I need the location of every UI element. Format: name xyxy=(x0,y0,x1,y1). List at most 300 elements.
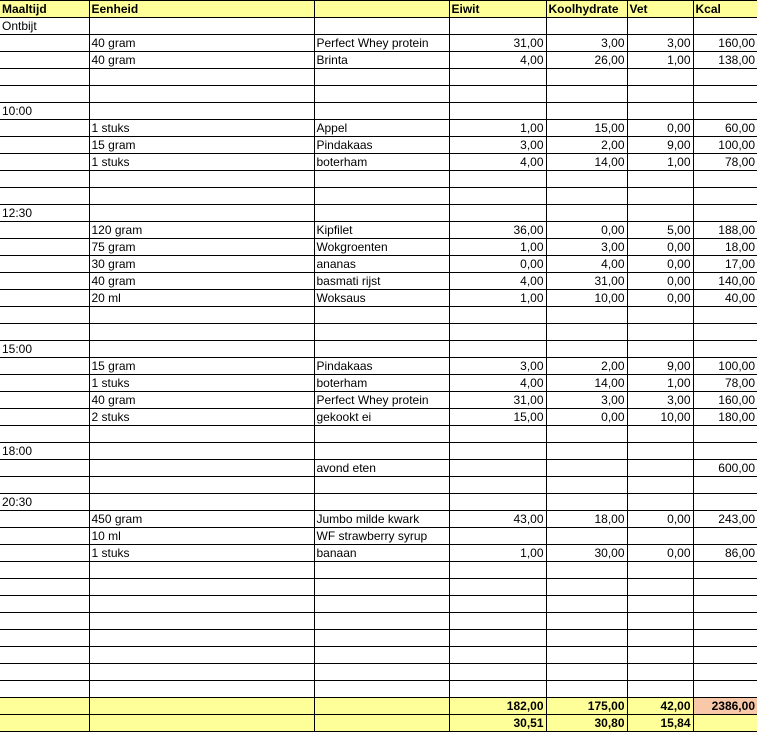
cell[interactable] xyxy=(314,1,449,18)
cell[interactable]: 1,00 xyxy=(449,290,546,307)
cell[interactable] xyxy=(0,154,89,171)
cell[interactable]: 160,00 xyxy=(693,392,757,409)
cell[interactable] xyxy=(0,460,89,477)
cell[interactable]: 2,00 xyxy=(546,358,627,375)
cell[interactable]: Wokgroenten xyxy=(314,239,449,256)
cell[interactable] xyxy=(0,120,89,137)
cell[interactable] xyxy=(314,681,449,698)
cell[interactable]: 2 stuks xyxy=(89,409,314,426)
cell[interactable] xyxy=(89,18,314,35)
cell[interactable] xyxy=(546,596,627,613)
cell[interactable] xyxy=(449,205,546,222)
cell[interactable] xyxy=(627,613,693,630)
cell[interactable] xyxy=(0,256,89,273)
cell[interactable] xyxy=(693,681,757,698)
cell[interactable]: 0,00 xyxy=(546,409,627,426)
cell[interactable] xyxy=(693,69,757,86)
cell[interactable]: 1,00 xyxy=(449,239,546,256)
cell[interactable] xyxy=(693,205,757,222)
cell[interactable] xyxy=(546,579,627,596)
cell[interactable]: 4,00 xyxy=(449,52,546,69)
cell[interactable]: WF strawberry syrup xyxy=(314,528,449,545)
cell[interactable] xyxy=(0,664,89,681)
cell[interactable]: 3,00 xyxy=(546,239,627,256)
cell[interactable]: 30,00 xyxy=(546,545,627,562)
cell[interactable]: 160,00 xyxy=(693,35,757,52)
cell[interactable]: Perfect Whey protein xyxy=(314,392,449,409)
cell[interactable]: 9,00 xyxy=(627,137,693,154)
cell[interactable] xyxy=(449,171,546,188)
cell[interactable]: 0,00 xyxy=(627,290,693,307)
cell[interactable] xyxy=(693,443,757,460)
cell[interactable]: Eiwit xyxy=(449,1,546,18)
cell[interactable]: 3,00 xyxy=(546,392,627,409)
cell[interactable] xyxy=(314,103,449,120)
cell[interactable] xyxy=(0,426,89,443)
cell[interactable]: 15,00 xyxy=(546,120,627,137)
cell[interactable]: 30,80 xyxy=(546,715,627,732)
cell[interactable] xyxy=(314,613,449,630)
cell[interactable] xyxy=(693,494,757,511)
cell[interactable]: 1 stuks xyxy=(89,154,314,171)
cell[interactable] xyxy=(627,494,693,511)
cell[interactable] xyxy=(314,494,449,511)
cell[interactable] xyxy=(449,579,546,596)
cell[interactable] xyxy=(627,69,693,86)
cell[interactable] xyxy=(0,715,89,732)
cell[interactable] xyxy=(314,630,449,647)
cell[interactable] xyxy=(546,426,627,443)
cell[interactable]: 120 gram xyxy=(89,222,314,239)
cell[interactable] xyxy=(89,494,314,511)
cell[interactable]: 18,00 xyxy=(693,239,757,256)
cell[interactable] xyxy=(89,341,314,358)
cell[interactable] xyxy=(449,562,546,579)
cell[interactable]: 0,00 xyxy=(627,256,693,273)
cell[interactable]: 5,00 xyxy=(627,222,693,239)
cell[interactable] xyxy=(546,613,627,630)
cell[interactable]: 78,00 xyxy=(693,375,757,392)
cell[interactable] xyxy=(89,324,314,341)
cell[interactable]: 43,00 xyxy=(449,511,546,528)
cell[interactable]: 138,00 xyxy=(693,52,757,69)
cell[interactable] xyxy=(627,426,693,443)
cell[interactable] xyxy=(627,205,693,222)
cell[interactable] xyxy=(314,205,449,222)
cell[interactable]: 2,00 xyxy=(546,137,627,154)
cell[interactable]: 10 ml xyxy=(89,528,314,545)
cell[interactable] xyxy=(0,630,89,647)
cell[interactable] xyxy=(546,341,627,358)
cell[interactable] xyxy=(627,664,693,681)
cell[interactable]: Woksaus xyxy=(314,290,449,307)
cell[interactable] xyxy=(627,460,693,477)
cell[interactable] xyxy=(449,477,546,494)
cell[interactable]: 75 gram xyxy=(89,239,314,256)
cell[interactable] xyxy=(449,426,546,443)
cell[interactable]: 78,00 xyxy=(693,154,757,171)
cell[interactable] xyxy=(693,579,757,596)
cell[interactable] xyxy=(546,324,627,341)
cell[interactable]: 600,00 xyxy=(693,460,757,477)
cell[interactable] xyxy=(89,562,314,579)
cell[interactable]: ananas xyxy=(314,256,449,273)
cell[interactable]: 9,00 xyxy=(627,358,693,375)
cell[interactable] xyxy=(627,171,693,188)
cell[interactable]: 3,00 xyxy=(627,392,693,409)
cell[interactable] xyxy=(0,307,89,324)
cell[interactable] xyxy=(89,205,314,222)
cell[interactable] xyxy=(546,307,627,324)
cell[interactable]: boterham xyxy=(314,154,449,171)
cell[interactable]: 18,00 xyxy=(546,511,627,528)
cell[interactable] xyxy=(0,69,89,86)
cell[interactable] xyxy=(0,528,89,545)
cell[interactable] xyxy=(0,324,89,341)
cell[interactable] xyxy=(546,171,627,188)
cell[interactable] xyxy=(627,562,693,579)
cell[interactable] xyxy=(0,358,89,375)
cell[interactable]: 1 stuks xyxy=(89,120,314,137)
cell[interactable]: 26,00 xyxy=(546,52,627,69)
cell[interactable] xyxy=(314,188,449,205)
cell[interactable] xyxy=(0,409,89,426)
cell[interactable]: 1 stuks xyxy=(89,375,314,392)
cell[interactable] xyxy=(89,477,314,494)
cell[interactable] xyxy=(627,18,693,35)
cell[interactable] xyxy=(89,647,314,664)
cell[interactable] xyxy=(449,103,546,120)
cell[interactable] xyxy=(693,171,757,188)
cell[interactable] xyxy=(627,528,693,545)
cell[interactable]: basmati rijst xyxy=(314,273,449,290)
cell[interactable] xyxy=(449,18,546,35)
cell[interactable] xyxy=(627,188,693,205)
cell[interactable]: 1,00 xyxy=(449,120,546,137)
cell[interactable]: 0,00 xyxy=(449,256,546,273)
cell[interactable] xyxy=(314,477,449,494)
cell[interactable] xyxy=(693,341,757,358)
cell[interactable]: 31,00 xyxy=(449,35,546,52)
cell[interactable]: Brinta xyxy=(314,52,449,69)
cell[interactable] xyxy=(314,426,449,443)
cell[interactable] xyxy=(314,324,449,341)
cell[interactable]: 10:00 xyxy=(0,103,89,120)
cell[interactable] xyxy=(89,698,314,715)
cell[interactable] xyxy=(546,664,627,681)
cell[interactable] xyxy=(449,494,546,511)
cell[interactable]: 10,00 xyxy=(546,290,627,307)
cell[interactable] xyxy=(449,596,546,613)
cell[interactable]: 1,00 xyxy=(627,52,693,69)
cell[interactable] xyxy=(693,103,757,120)
cell[interactable] xyxy=(449,630,546,647)
cell[interactable] xyxy=(693,715,757,732)
cell[interactable] xyxy=(314,664,449,681)
cell[interactable] xyxy=(89,171,314,188)
cell[interactable] xyxy=(314,171,449,188)
cell[interactable] xyxy=(314,596,449,613)
cell[interactable] xyxy=(627,681,693,698)
cell[interactable]: 0,00 xyxy=(627,239,693,256)
cell[interactable]: 31,00 xyxy=(449,392,546,409)
cell[interactable] xyxy=(546,681,627,698)
cell[interactable] xyxy=(89,86,314,103)
cell[interactable] xyxy=(627,103,693,120)
cell[interactable] xyxy=(0,375,89,392)
cell[interactable]: Kcal xyxy=(693,1,757,18)
cell[interactable] xyxy=(314,579,449,596)
cell[interactable] xyxy=(314,562,449,579)
cell[interactable]: Appel xyxy=(314,120,449,137)
cell[interactable]: boterham xyxy=(314,375,449,392)
cell[interactable]: Maaltijd xyxy=(0,1,89,18)
cell[interactable] xyxy=(0,681,89,698)
cell[interactable] xyxy=(627,579,693,596)
cell[interactable] xyxy=(0,698,89,715)
cell[interactable] xyxy=(693,477,757,494)
cell[interactable]: gekookt ei xyxy=(314,409,449,426)
cell[interactable] xyxy=(89,460,314,477)
cell[interactable]: 15 gram xyxy=(89,358,314,375)
cell[interactable]: 30,51 xyxy=(449,715,546,732)
cell[interactable]: 31,00 xyxy=(546,273,627,290)
cell[interactable] xyxy=(693,613,757,630)
cell[interactable]: 180,00 xyxy=(693,409,757,426)
cell[interactable] xyxy=(0,52,89,69)
cell[interactable] xyxy=(449,69,546,86)
cell[interactable]: 0,00 xyxy=(627,120,693,137)
cell[interactable]: Eenheid xyxy=(89,1,314,18)
cell[interactable] xyxy=(693,596,757,613)
cell[interactable] xyxy=(0,477,89,494)
cell[interactable]: 4,00 xyxy=(449,375,546,392)
cell[interactable] xyxy=(546,69,627,86)
cell[interactable] xyxy=(0,273,89,290)
cell[interactable] xyxy=(546,460,627,477)
cell[interactable]: 188,00 xyxy=(693,222,757,239)
cell[interactable] xyxy=(89,69,314,86)
cell[interactable]: Pindakaas xyxy=(314,137,449,154)
cell[interactable] xyxy=(546,494,627,511)
cell[interactable]: 140,00 xyxy=(693,273,757,290)
cell[interactable] xyxy=(0,562,89,579)
cell[interactable] xyxy=(693,18,757,35)
cell[interactable] xyxy=(627,443,693,460)
cell[interactable] xyxy=(627,341,693,358)
cell[interactable]: 14,00 xyxy=(546,375,627,392)
cell[interactable] xyxy=(627,596,693,613)
cell[interactable]: 243,00 xyxy=(693,511,757,528)
cell[interactable] xyxy=(546,562,627,579)
cell[interactable] xyxy=(0,511,89,528)
cell[interactable] xyxy=(89,596,314,613)
cell[interactable] xyxy=(449,460,546,477)
cell[interactable] xyxy=(627,630,693,647)
cell[interactable] xyxy=(89,426,314,443)
cell[interactable]: 182,00 xyxy=(449,698,546,715)
cell[interactable] xyxy=(449,443,546,460)
cell[interactable] xyxy=(693,324,757,341)
cell[interactable] xyxy=(693,86,757,103)
cell[interactable]: Jumbo milde kwark xyxy=(314,511,449,528)
cell[interactable]: 40 gram xyxy=(89,35,314,52)
kcal-total-cell[interactable]: 2386,00 xyxy=(693,698,757,715)
cell[interactable]: 40,00 xyxy=(693,290,757,307)
cell[interactable]: 0,00 xyxy=(627,273,693,290)
cell[interactable] xyxy=(314,18,449,35)
cell[interactable] xyxy=(89,715,314,732)
cell[interactable] xyxy=(89,443,314,460)
cell[interactable] xyxy=(449,341,546,358)
cell[interactable] xyxy=(0,290,89,307)
cell[interactable]: 15:00 xyxy=(0,341,89,358)
cell[interactable] xyxy=(0,86,89,103)
cell[interactable] xyxy=(627,477,693,494)
cell[interactable] xyxy=(449,613,546,630)
cell[interactable]: 1 stuks xyxy=(89,545,314,562)
cell[interactable] xyxy=(314,307,449,324)
cell[interactable] xyxy=(449,647,546,664)
cell[interactable] xyxy=(546,103,627,120)
cell[interactable] xyxy=(693,528,757,545)
cell[interactable] xyxy=(693,426,757,443)
cell[interactable]: 30 gram xyxy=(89,256,314,273)
cell[interactable] xyxy=(693,630,757,647)
cell[interactable]: 3,00 xyxy=(627,35,693,52)
cell[interactable] xyxy=(0,188,89,205)
cell[interactable]: 60,00 xyxy=(693,120,757,137)
cell[interactable] xyxy=(89,681,314,698)
cell[interactable] xyxy=(546,630,627,647)
cell[interactable]: 1,00 xyxy=(627,375,693,392)
cell[interactable]: 40 gram xyxy=(89,392,314,409)
cell[interactable]: 40 gram xyxy=(89,52,314,69)
cell[interactable] xyxy=(314,69,449,86)
cell[interactable] xyxy=(627,307,693,324)
cell[interactable] xyxy=(449,86,546,103)
cell[interactable] xyxy=(546,18,627,35)
cell[interactable] xyxy=(0,171,89,188)
cell[interactable] xyxy=(449,681,546,698)
cell[interactable]: 18:00 xyxy=(0,443,89,460)
cell[interactable]: Vet xyxy=(627,1,693,18)
cell[interactable]: 1,00 xyxy=(449,545,546,562)
cell[interactable] xyxy=(546,188,627,205)
cell[interactable]: 3,00 xyxy=(449,358,546,375)
cell[interactable] xyxy=(314,443,449,460)
cell[interactable] xyxy=(449,188,546,205)
cell[interactable]: 15,84 xyxy=(627,715,693,732)
cell[interactable] xyxy=(314,341,449,358)
cell[interactable]: Koolhydrate xyxy=(546,1,627,18)
cell[interactable]: 100,00 xyxy=(693,358,757,375)
cell[interactable] xyxy=(0,545,89,562)
cell[interactable] xyxy=(0,579,89,596)
cell[interactable] xyxy=(89,103,314,120)
cell[interactable]: 0,00 xyxy=(546,222,627,239)
cell[interactable]: banaan xyxy=(314,545,449,562)
cell[interactable]: 4,00 xyxy=(449,154,546,171)
cell[interactable] xyxy=(449,528,546,545)
cell[interactable]: 15,00 xyxy=(449,409,546,426)
cell[interactable] xyxy=(89,188,314,205)
cell[interactable]: 14,00 xyxy=(546,154,627,171)
cell[interactable]: Perfect Whey protein xyxy=(314,35,449,52)
cell[interactable] xyxy=(89,630,314,647)
cell[interactable] xyxy=(546,477,627,494)
cell[interactable]: 20:30 xyxy=(0,494,89,511)
cell[interactable]: 0,00 xyxy=(627,511,693,528)
cell[interactable]: 3,00 xyxy=(449,137,546,154)
cell[interactable] xyxy=(89,664,314,681)
cell[interactable] xyxy=(546,443,627,460)
cell[interactable]: 40 gram xyxy=(89,273,314,290)
cell[interactable]: 0,00 xyxy=(627,545,693,562)
cell[interactable] xyxy=(0,239,89,256)
cell[interactable] xyxy=(89,307,314,324)
cell[interactable] xyxy=(693,664,757,681)
cell[interactable] xyxy=(546,647,627,664)
cell[interactable]: 86,00 xyxy=(693,545,757,562)
cell[interactable]: 100,00 xyxy=(693,137,757,154)
cell[interactable] xyxy=(449,307,546,324)
cell[interactable]: 4,00 xyxy=(449,273,546,290)
cell[interactable] xyxy=(0,222,89,239)
cell[interactable]: 20 ml xyxy=(89,290,314,307)
cell[interactable] xyxy=(314,86,449,103)
cell[interactable]: 12:30 xyxy=(0,205,89,222)
cell[interactable] xyxy=(449,664,546,681)
cell[interactable] xyxy=(693,188,757,205)
cell[interactable]: 450 gram xyxy=(89,511,314,528)
cell[interactable] xyxy=(314,698,449,715)
cell[interactable]: Pindakaas xyxy=(314,358,449,375)
cell[interactable] xyxy=(449,324,546,341)
cell[interactable] xyxy=(0,35,89,52)
cell[interactable] xyxy=(89,613,314,630)
cell[interactable] xyxy=(627,324,693,341)
cell[interactable] xyxy=(0,137,89,154)
cell[interactable] xyxy=(89,579,314,596)
cell[interactable] xyxy=(314,647,449,664)
cell[interactable]: 3,00 xyxy=(546,35,627,52)
cell[interactable] xyxy=(0,596,89,613)
cell[interactable]: Ontbijt xyxy=(0,18,89,35)
cell[interactable] xyxy=(627,86,693,103)
cell[interactable] xyxy=(693,647,757,664)
cell[interactable] xyxy=(546,86,627,103)
cell[interactable]: 36,00 xyxy=(449,222,546,239)
cell[interactable] xyxy=(546,205,627,222)
cell[interactable]: 10,00 xyxy=(627,409,693,426)
cell[interactable] xyxy=(627,647,693,664)
cell[interactable]: 4,00 xyxy=(546,256,627,273)
cell[interactable] xyxy=(0,392,89,409)
cell[interactable]: 175,00 xyxy=(546,698,627,715)
cell[interactable]: 1,00 xyxy=(627,154,693,171)
cell[interactable] xyxy=(693,307,757,324)
cell[interactable] xyxy=(546,528,627,545)
cell[interactable]: 15 gram xyxy=(89,137,314,154)
cell[interactable] xyxy=(0,613,89,630)
cell[interactable] xyxy=(0,647,89,664)
cell[interactable]: avond eten xyxy=(314,460,449,477)
cell[interactable] xyxy=(314,715,449,732)
cell[interactable] xyxy=(693,562,757,579)
cell[interactable]: 42,00 xyxy=(627,698,693,715)
cell[interactable]: 17,00 xyxy=(693,256,757,273)
